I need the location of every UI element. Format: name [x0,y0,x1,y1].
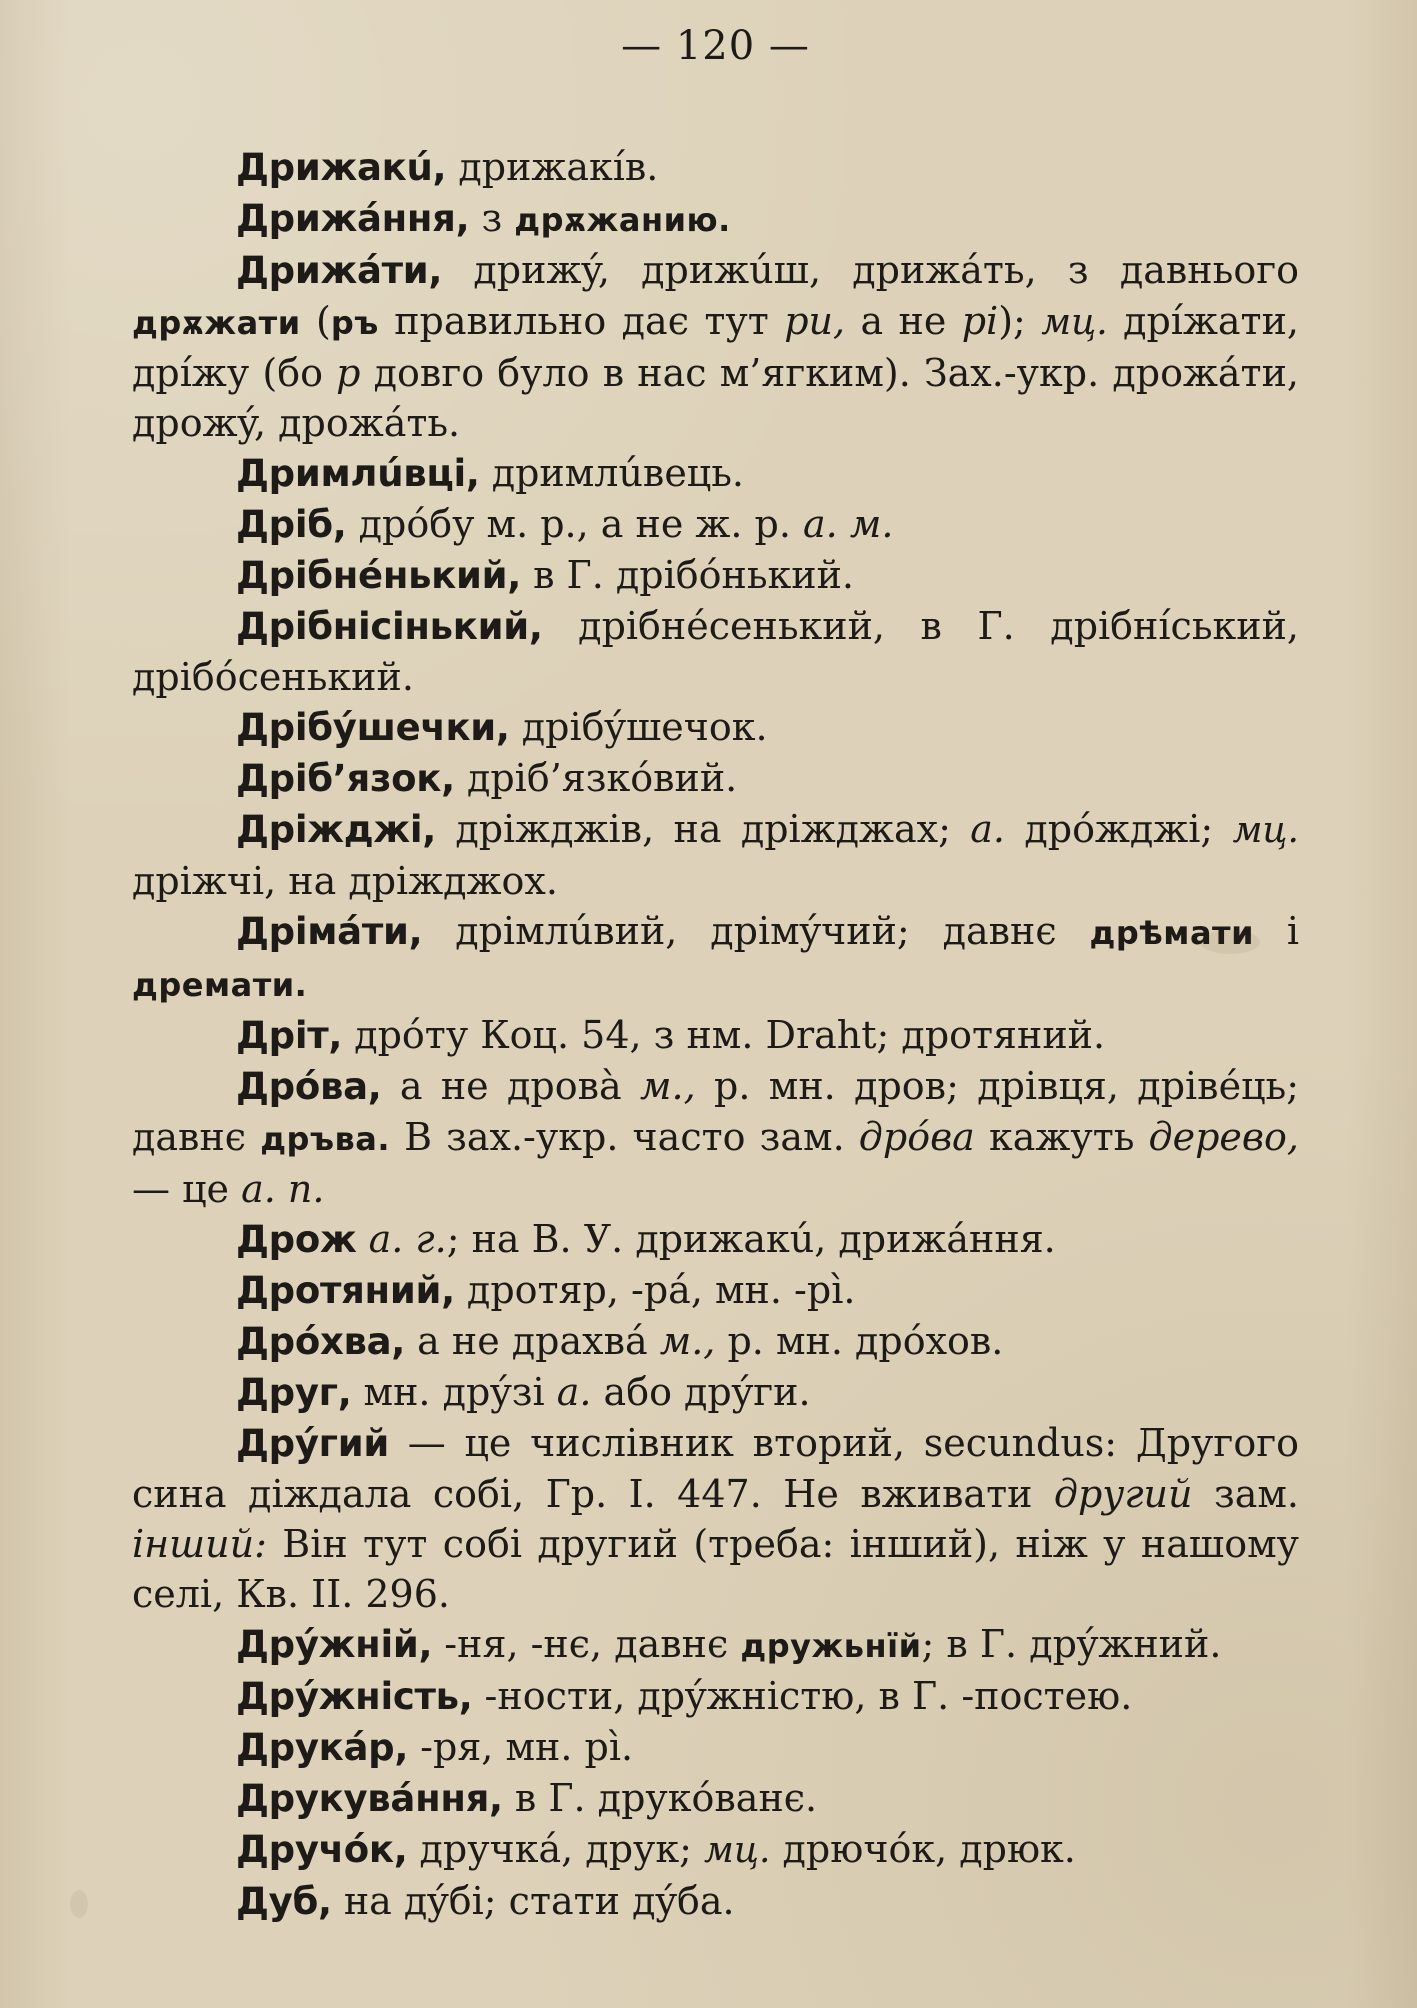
entry-text: в Г. друкóванє. [502,1776,818,1820]
entry-text: — це числівник вторий, secundus: Другого сина діждала собі, Гр. І. 447. Не вживати [132,1421,1299,1516]
entry-headword: Дрóва, [236,1065,382,1108]
entry-headword: Дрімáти, [236,910,423,953]
entry-text: дручкá, друк; [407,1827,705,1871]
entry-text: ( [300,299,331,343]
entry-text: дротяр, -рá, мн. -рì. [454,1268,856,1312]
entry-headword: Дріб, [236,503,347,546]
italic-form: інший: [132,1522,267,1566]
dictionary-entry [132,193,1299,245]
entry-text: дріжджів, на дріжджах; [435,807,971,851]
entry-text: ); [998,299,1042,343]
old-form: дрѫжанию. [514,201,731,239]
entry-headword: Дрýгий [236,1422,389,1465]
old-form: дрѫжати [132,304,301,342]
entry-headword: Дріт, [236,1014,343,1057]
dictionary-entry [132,499,1299,550]
italic-form: а. п. [241,1167,325,1211]
entry-text: дріжчі, на дріжджох. [132,859,558,903]
entry-text: -ности, дрýжністю, в Г. -постею. [472,1674,1133,1718]
region-note: мц. [704,1830,771,1871]
entry-text: а не драхвá [405,1319,660,1363]
dictionary-entry [132,1418,1299,1619]
italic-form: а. [556,1370,592,1414]
entry-headword: Дрижáння, [236,197,470,240]
dictionary-entry [132,1671,1299,1722]
entry-text: а не дровà [381,1064,640,1108]
dictionary-entry [132,448,1299,499]
entry-headword: Дріжджі, [236,808,436,851]
dictionary-entry [132,1367,1299,1418]
entry-text: з [469,196,515,240]
dictionary-entry [132,1316,1299,1367]
entry-headword: Дрібнісінький, [236,605,543,648]
dictionary-entry [132,1619,1299,1671]
entry-text: дримлúвець. [479,451,745,495]
entry-text: дрючóк, дрюк. [770,1827,1076,1871]
dictionary-entry [132,142,1299,193]
entry-text: в Г. дрібóнький. [521,553,855,597]
old-form: дремати. [132,966,308,1004]
italic-form: рі [961,299,999,343]
entry-headword: Дручóк, [236,1828,408,1871]
italic-form: дерево, [1148,1115,1299,1159]
dictionary-entry [132,804,1299,906]
entry-text: або дрýги. [591,1370,811,1414]
entry-text: кажуть [974,1115,1149,1159]
italic-form: дрóва [858,1115,975,1159]
entry-text: Він тут собі другий (треба: інший), ніж у нашому селі, Кв. ІІ. 296. [132,1522,1299,1616]
dictionary-entry [132,1010,1299,1061]
entry-text: дрижакíв. [446,145,659,189]
entry-headword: Дрібнéнький, [236,554,521,597]
entry-headword: Друг, [236,1371,352,1414]
dictionary-entry [132,245,1299,448]
entry-headword: Дріб’язок, [236,757,455,800]
region-note: мц. [1232,810,1299,851]
entry-headword: Дрібýшечки, [236,706,510,749]
paper-stain [70,1890,88,1918]
entry-text [356,1217,368,1261]
entry-text: — це [132,1167,242,1211]
entry-text: -ня, -нє, давнє [432,1622,741,1666]
italic-form: а. [970,807,1005,851]
entry-text: дрібýшечок. [509,705,768,749]
entry-headword: Дрóхва, [236,1320,406,1363]
italic-form: р [336,351,361,395]
dictionary-entry [132,1265,1299,1316]
entry-text: а не [845,299,962,343]
entry-headword: Дуб, [236,1880,332,1923]
italic-form: ри, [784,299,846,343]
entry-headword: Дрýжній, [236,1623,433,1666]
entry-headword: Друкувáння, [236,1777,503,1820]
page-header: — 120 — [621,23,810,69]
entry-text: на дýбі; стати дýба. [331,1879,735,1923]
entry-text: дрóту Коц. 54, з нм. Draht; дротяний. [342,1013,1106,1057]
dictionary-entry [132,1214,1299,1265]
dictionary-entry [132,1061,1299,1214]
entry-headword: Дрижáти, [236,249,443,292]
entry-text: дріб’язкóвий. [454,756,738,800]
entry-text: і [1254,909,1300,953]
entry-headword: Дрýжність, [236,1675,473,1718]
entry-headword: Дротяний, [236,1269,455,1312]
entry-text: В зах.-укр. часто зам. [389,1115,859,1159]
dictionary-entry [132,906,1299,1010]
entry-text: дрóбу м. р., а не ж. р. [346,502,804,546]
entry-text: дрóжджі; [1005,807,1233,851]
dictionary-entry [132,702,1299,753]
entry-text: зам. [1192,1472,1299,1516]
italic-form: а. г. [368,1217,447,1261]
entry-headword: Друкáр, [236,1726,409,1769]
entry-text: дрíжати, дрíжу (бо [132,299,1299,395]
dictionary-entry [132,753,1299,804]
dictionary-entry [132,550,1299,601]
dictionary-entry [132,601,1299,702]
entry-text: довго було в нас м’ягким). Зах.-укр. дрожáти, дрожý, дрожáть. [132,351,1299,445]
italic-form: другий [1053,1472,1193,1516]
entry-text: дрижý, дрижúш, дрижáть, з давнього [442,248,1299,292]
region-note: мц. [1041,302,1108,343]
entry-headword: Дрижакú, [236,146,447,189]
dictionary-entry [132,1722,1299,1773]
entry-text: р. мн. дров; дрівця, дрівéць; давнє [132,1064,1299,1159]
entry-text: мн. дрýзі [351,1370,557,1414]
dictionary-entry [132,1773,1299,1824]
old-form: дружьнїй [740,1627,922,1665]
old-form: ръ [330,304,379,342]
entry-text: ; на В. У. дрижакú, дрижáння. [446,1217,1056,1261]
entry-text: дрімлúвий, дрімýчий; давнє [422,909,1090,953]
entry-headword: Дрож [236,1218,357,1261]
italic-form: м., [640,1064,696,1108]
dictionary-entry [132,1876,1299,1927]
entry-headword: Дримлúвці, [236,452,480,495]
entry-text: ; в Г. дрýжний. [921,1622,1222,1666]
dictionary-entry [132,1824,1299,1876]
entry-text: дрібнéсенький, в Г. дрібнíський, дрібóсенький. [132,604,1299,699]
entry-text: правильно дає тут [378,299,785,343]
italic-form: м., [659,1319,716,1363]
italic-form: а. м. [803,502,894,546]
entry-text: -ря, мн. рì. [408,1725,634,1769]
entry-text: р. мн. дрóхов. [715,1319,1004,1363]
old-form: дрѣмати [1089,914,1254,952]
old-form: дръва. [260,1120,390,1158]
